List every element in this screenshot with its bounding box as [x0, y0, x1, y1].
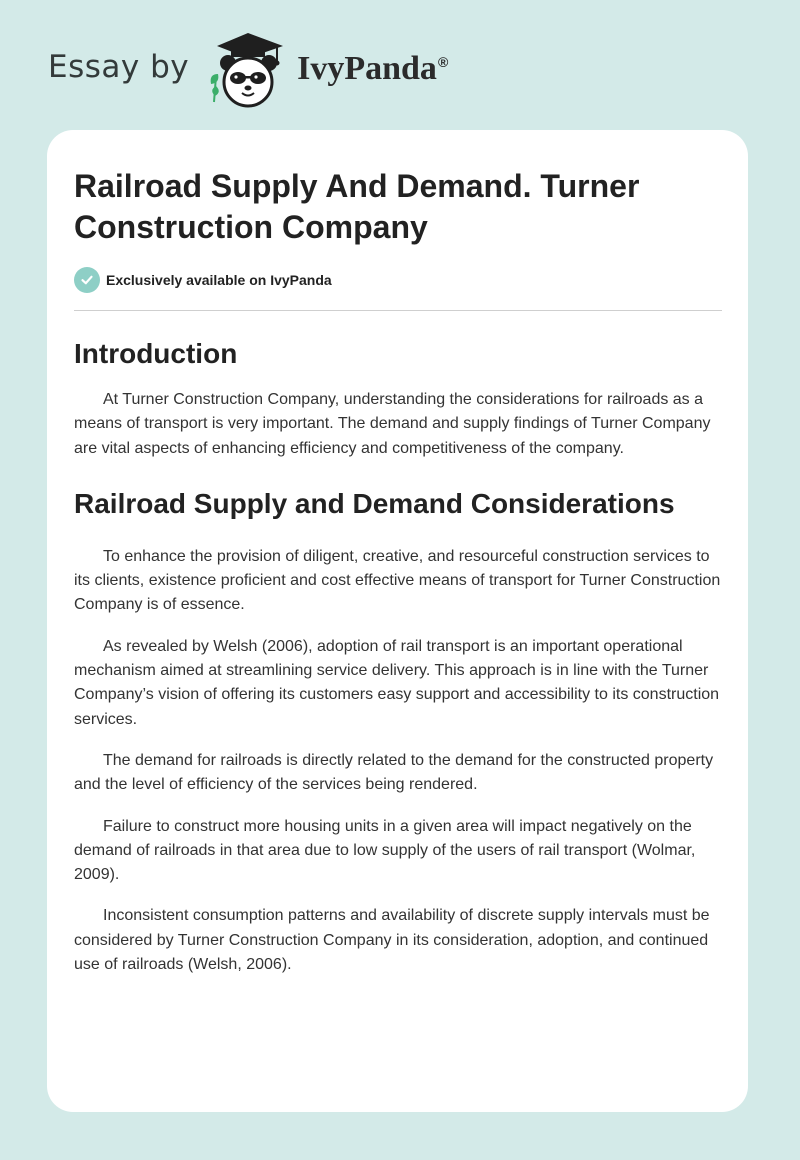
- paragraph: As revealed by Welsh (2006), adoption of rail transport is an important operational mechanism aimed at streamlining service delivery. This approach is in line with the Turner Company’s vision of offering its customers easy support and accessibility to its construction services.: [74, 637, 720, 728]
- article-card: [47, 130, 748, 1112]
- paragraph: To enhance the provision of diligent, creative, and resourceful construction services to its clients, existence proficient and cost effective means of transport for Turner Construction Company is of essence.: [74, 547, 721, 614]
- panda-graduate-icon: [203, 30, 293, 110]
- check-icon: [74, 267, 100, 293]
- brand-prefix: Essay by: [48, 49, 190, 85]
- exclusive-label: Exclusively available on IvyPanda: [106, 272, 332, 288]
- paragraph: Inconsistent consumption patterns and availability of discrete supply intervals must be considered by Turner Construction Company in its consideration, adoption, and continued use of railroads (Welsh, 2006).: [74, 907, 710, 974]
- section-heading-considerations: Railroad Supply and Demand Considerations: [74, 487, 675, 519]
- brand-name: IvyPanda®: [297, 50, 449, 87]
- site-logo[interactable]: [48, 30, 448, 110]
- exclusive-badge: [74, 267, 722, 311]
- article-title: Railroad Supply And Demand. Turner Construction Company: [74, 168, 640, 245]
- paragraph: The demand for railroads is directly related to the demand for the constructed property and the level of efficiency of the services being rendered.: [74, 751, 714, 794]
- section-heading-introduction: Introduction: [74, 338, 238, 369]
- paragraph: Failure to construct more housing units in a given area will impact negatively on the demand of railroads in that area due to low supply of the users of rail transport (Wolmar, 2009).: [74, 817, 696, 884]
- paragraph: At Turner Construction Company, understanding the considerations for railroads as a means of transport is very important. The demand and supply findings of Turner Company are vital aspects of enhancing efficiency and competitiveness of the company.: [74, 391, 711, 457]
